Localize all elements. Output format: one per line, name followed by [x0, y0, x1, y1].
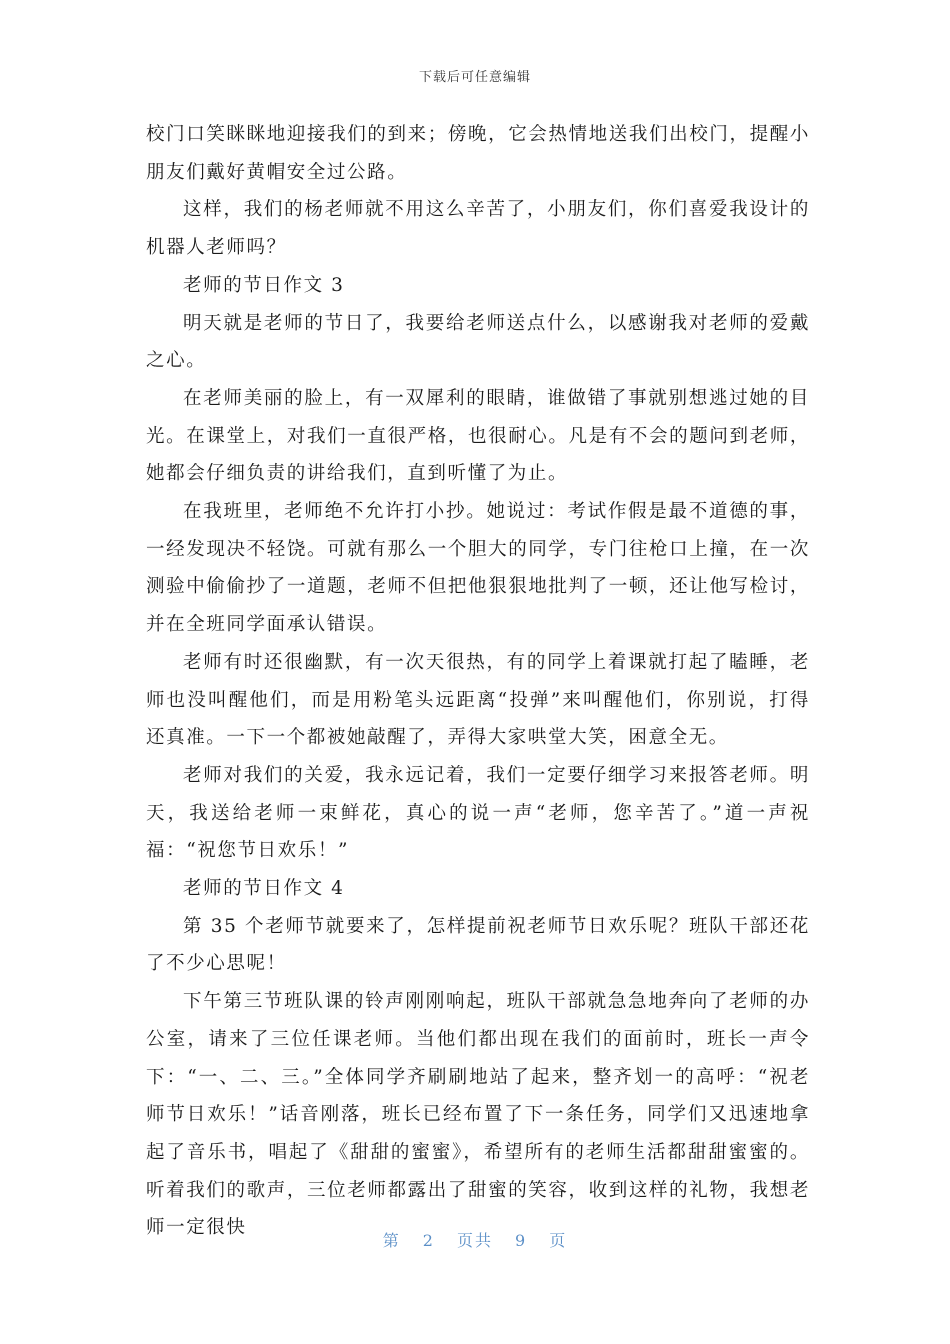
paragraph: 明天就是老师的节日了，我要给老师送点什么，以感谢我对老师的爱戴之心。 [146, 312, 810, 372]
paragraph: 这样，我们的杨老师就不用这么辛苦了，小朋友们，你们喜爱我设计的机器人老师吗？ [146, 199, 810, 259]
total-pages-number: 9 [515, 1231, 528, 1250]
paragraph: 老师对我们的关爱，我永远记着，我们一定要仔细学习来报答老师。明天，我送给老师一束鲜花，真心的说一声“老师，您辛苦了。”道一声祝福：“祝您节日欢乐！” [146, 764, 810, 862]
page-header-note: 下载后可任意编辑 [418, 70, 531, 85]
paragraph: 下午第三节班队课的铃声刚刚响起，班队干部就急急地奔向了老师的办公室，请来了三位任课老师。当他们都出现在我们的面前时，班长一声令下：“一、二、三。”全体同学齐刷刷地站了起来，整齐划一的高呼：“祝老师节日欢乐！”话音刚落，班长已经布置了下一条任务，同学们又迅速地拿起了音乐书，唱起了《甜甜的蜜蜜》，希望所有的老师生活都甜甜蜜蜜的。听着我们的歌声，三位老师都露出了甜蜜的笑容，收到这样的礼物，我想老师一定很快 [146, 991, 810, 1239]
paragraph: 在我班里，老师绝不允许打小抄。她说过：考试作假是最不道德的事，一经发现决不轻饶。可就有那么一个胆大的同学，专门往枪口上撞，在一次测验中偷偷抄了一道题，老师不但把他狠狠地批判了一顿，还让他写检讨，并在全班同学面承认错误。 [146, 501, 810, 636]
section-heading: 老师的节日作文 4 [183, 878, 345, 900]
footer-middle: 页共 [456, 1231, 493, 1250]
paragraph: 第 35 个老师节就要来了，怎样提前祝老师节日欢乐呢？班队干部还花了不少心思呢！ [146, 915, 810, 975]
footer-suffix: 页 [549, 1231, 568, 1250]
footer-prefix: 第 [382, 1231, 401, 1250]
section-heading: 老师的节日作文 3 [183, 274, 345, 296]
current-page-number: 2 [422, 1231, 435, 1250]
page-footer [0, 1228, 950, 1251]
paragraph: 在老师美丽的脸上，有一双犀利的眼睛，谁做错了事就别想逃过她的目光。在课堂上，对我们一直很严格，也很耐心。凡是有不会的题问到老师，她都会仔细负责的讲给我们，直到听懂了为止。 [146, 387, 810, 485]
document-body [146, 116, 810, 1247]
paragraph: 校门口笑眯眯地迎接我们的到来；傍晚，它会热情地送我们出校门，提醒小朋友们戴好黄帽安全过公路。 [146, 124, 810, 183]
paragraph: 老师有时还很幽默，有一次天很热，有的同学上着课就打起了瞌睡，老师也没叫醒他们，而是用粉笔头远距离“投弹”来叫醒他们，你别说，打得还真准。一下一个都被她敲醒了，弄得大家哄堂大笑，困意全无。 [146, 651, 810, 749]
